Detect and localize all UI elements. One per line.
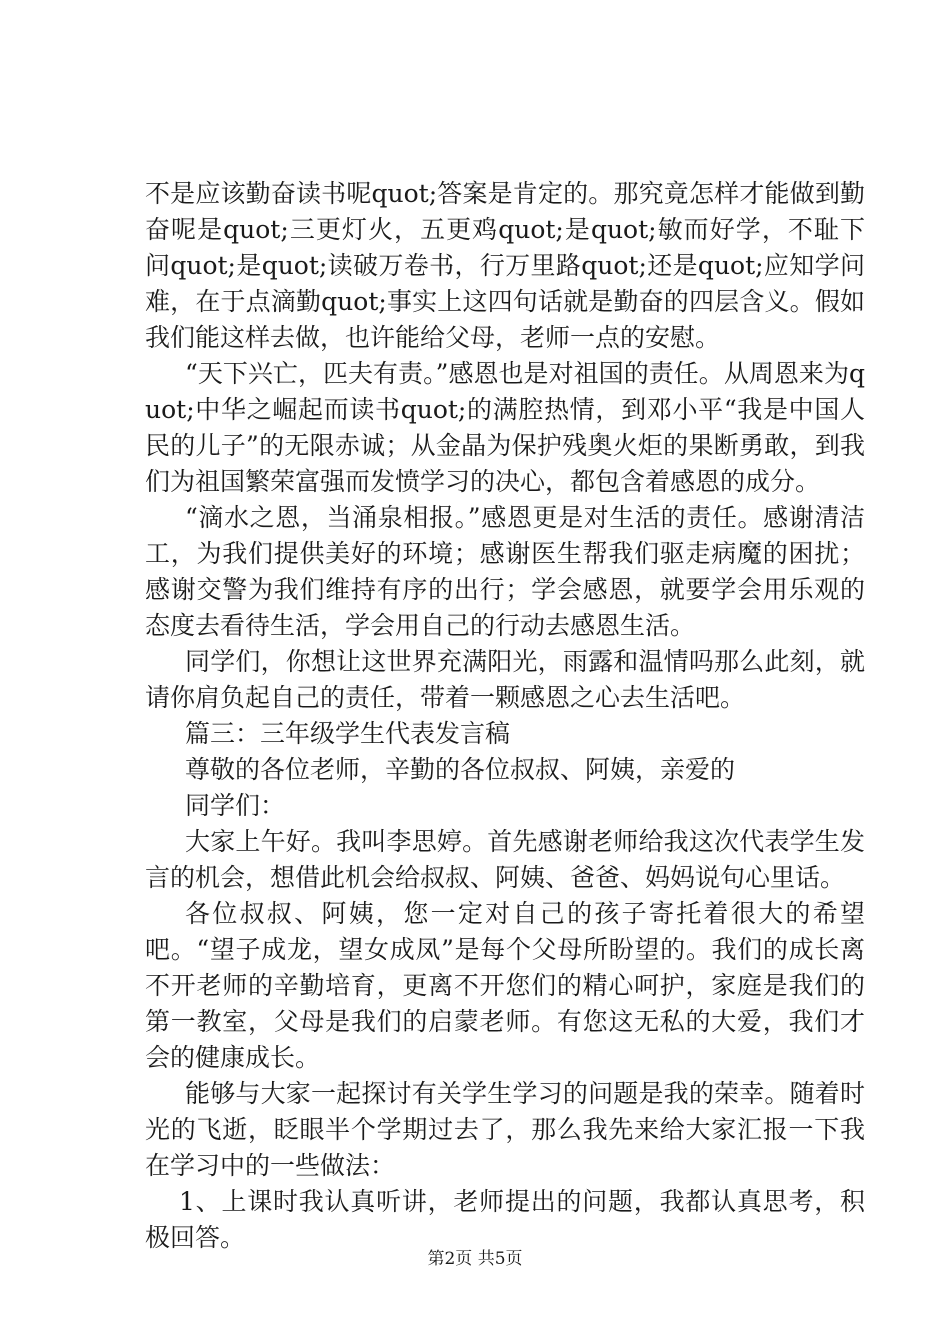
- document-body: [145, 176, 865, 1256]
- paragraph: 同学们，你想让这世界充满阳光，雨露和温情吗那么此刻，就请你肩负起自己的责任，带着一颗感恩之心去生活吧。: [145, 647, 865, 712]
- paragraph: “滴水之恩，当涌泉相报。”感恩更是对生活的责任。感谢清洁工，为我们提供美好的环境；感谢医生帮我们驱走病魔的困扰；感谢交警为我们维持有序的出行；学会感恩，就要学会用乐观的态度去看待生活，学会用自己的行动去感恩生活。: [145, 503, 865, 640]
- paragraph: 不是应该勤奋读书呢quot;答案是肯定的。那究竟怎样才能做到勤奋呢是quot;三更灯火，五更鸡quot;是quot;敏而好学，不耻下问quot;是quot;读破万卷书，行万里路quot;还是quot;应知学问难，在于点滴勤quot;事实上这四句话就是勤奋的四层含义。假如我们能这样去做，也许能给父母，老师一点的安慰。: [145, 179, 865, 352]
- paragraph: 各位叔叔、阿姨，您一定对自己的孩子寄托着很大的希望吧。“望子成龙，望女成凤”是每个父母所盼望的。我们的成长离不开老师的辛勤培育，更离不开您们的精心呵护，家庭是我们的第一教室，父母是我们的启蒙老师。有您这无私的大爱，我们才会的健康成长。: [145, 899, 865, 1072]
- paragraph: 大家上午好。我叫李思婷。首先感谢老师给我这次代表学生发言的机会，想借此机会给叔叔、阿姨、爸爸、妈妈说句心里话。: [145, 827, 865, 892]
- paragraph: 能够与大家一起探讨有关学生学习的问题是我的荣幸。随着时光的飞逝，眨眼半个学期过去了，那么我先来给大家汇报一下我在学习中的一些做法：: [145, 1079, 865, 1180]
- salutation: 尊敬的各位老师，辛勤的各位叔叔、阿姨，亲爱的: [185, 755, 736, 784]
- paragraph: “天下兴亡，匹夫有责。”感恩也是对祖国的责任。从周恩来为quot;中华之崛起而读书quot;的满腔热情，到邓小平“我是中国人民的儿子”的无限赤诚；从金晶为保护残奥火炬的果断勇敢，到我们为祖国繁荣富强而发愤学习的决心，都包含着感恩的成分。: [145, 359, 865, 496]
- section-heading: 篇三：三年级学生代表发言稿: [185, 719, 511, 748]
- salutation-continued: 同学们：: [185, 791, 286, 820]
- list-item: 1、上课时我认真听讲，老师提出的问题，我都认真思考，积极回答。: [145, 1187, 865, 1252]
- page-footer: 第2页 共5页: [427, 1249, 523, 1269]
